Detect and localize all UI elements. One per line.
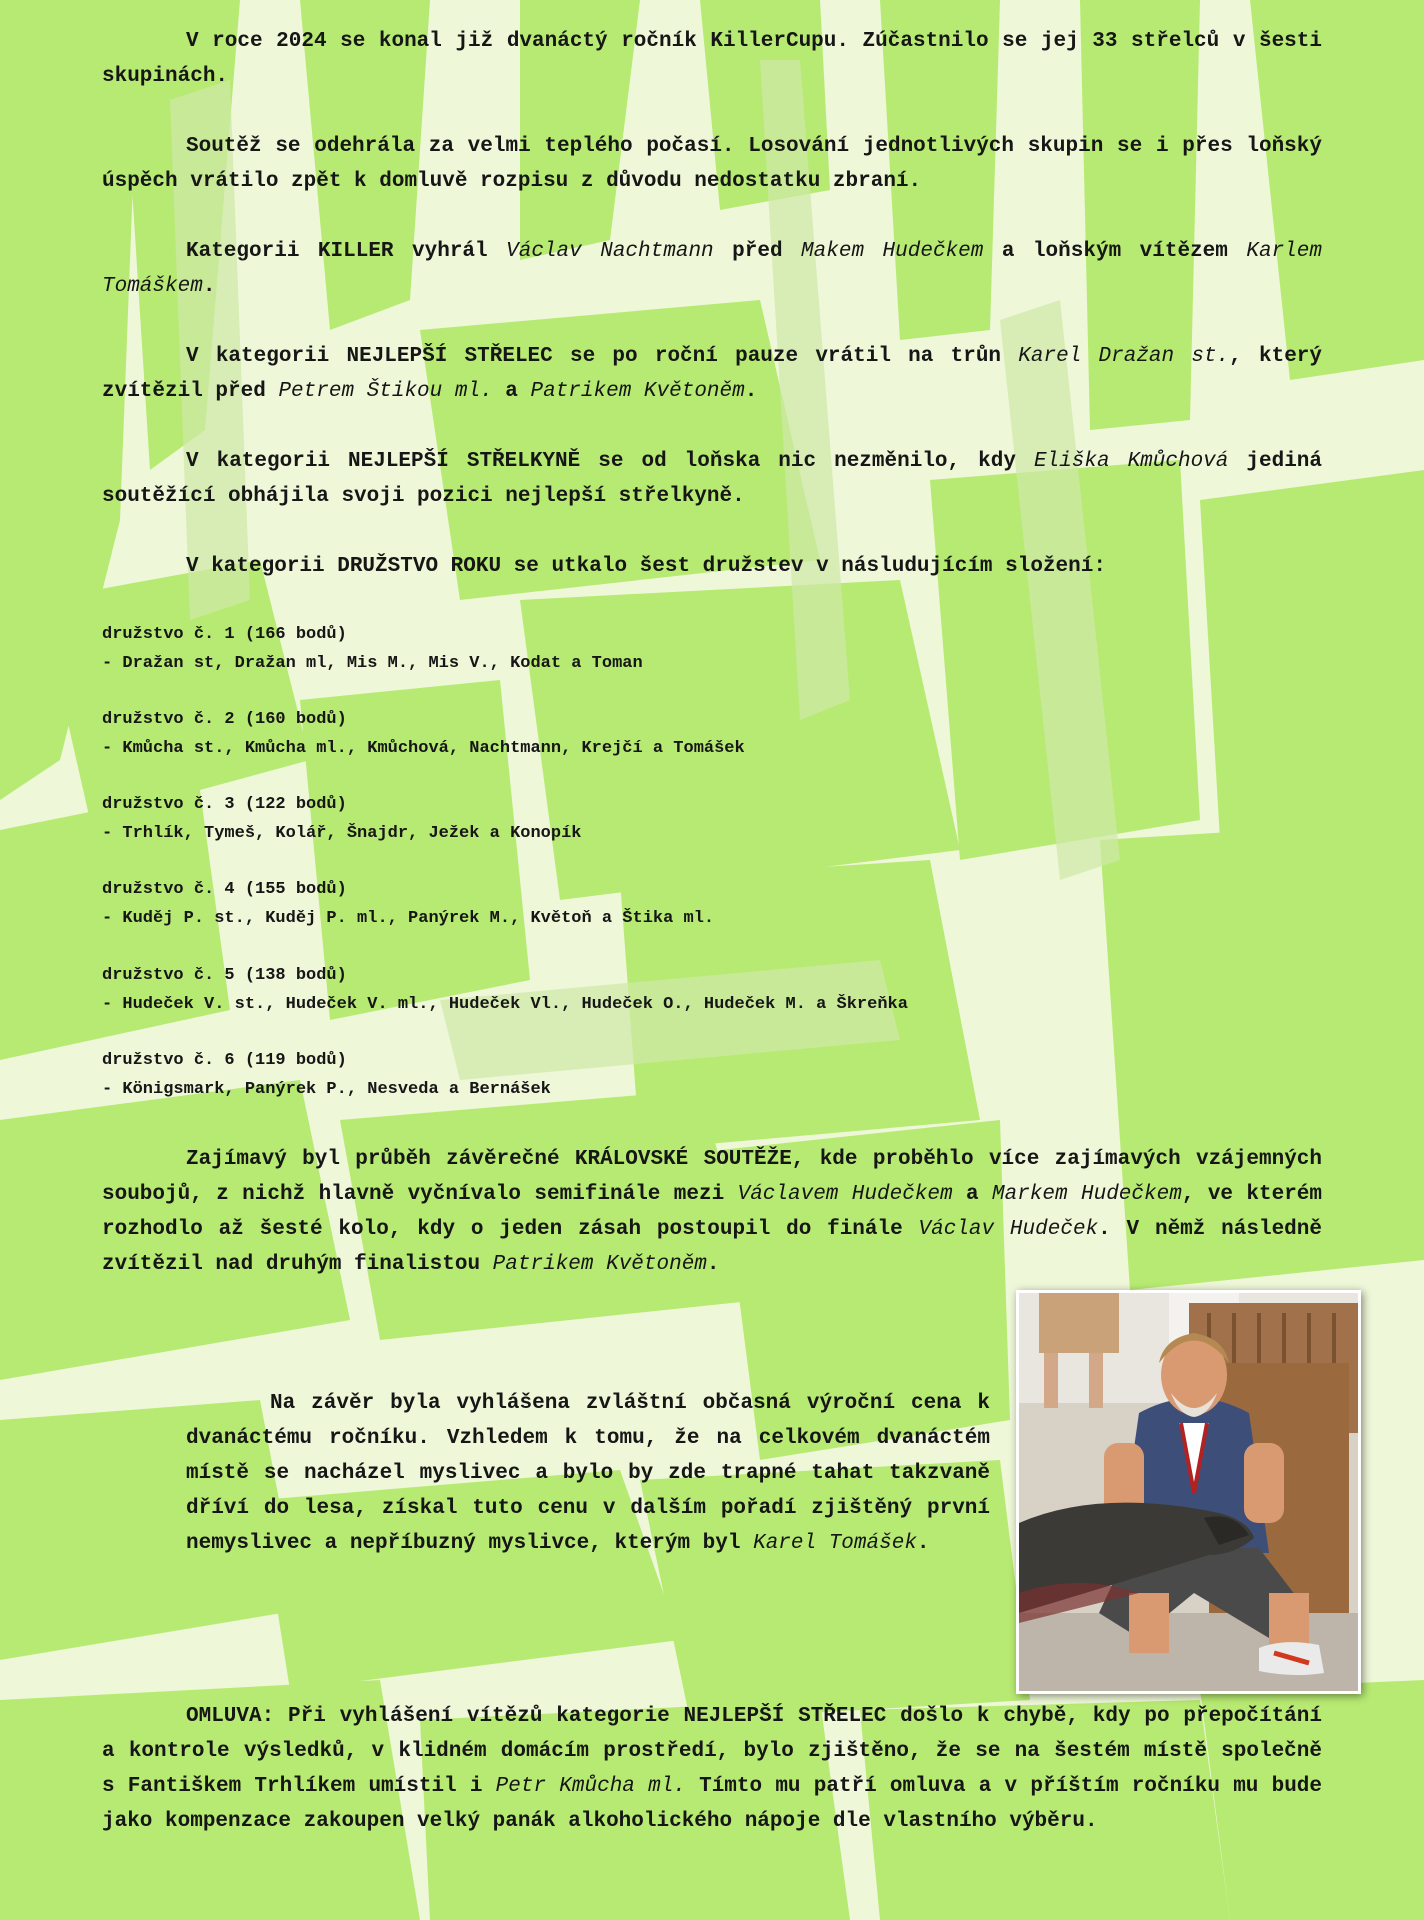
team-category-paragraph: V kategorii DRUŽSTVO ROKU se utkalo šest družstev v násludujícím složení: [186,555,1106,578]
third-name: Patrikem Květoněm [530,380,745,403]
special-award-paragraph: Na závěr byla vyhlášena zvláštní občasná výroční cena k dvanáctému ročníku. Vzhledem k tomu, že na celkovém dvanáctém místě se nacházel myslivec a bylo by zde trapné tahat takzvaně dříví do lesa, získal tuto cenu v dalším pořadí zjištěný první nemyslivec a nepříbuzný myslivce, kterým byl Karel Tomášek. [186,1392,990,1555]
team-title: družstvo č. 3 (122 bodů) [102,795,347,814]
team-title: družstvo č. 5 (138 bodů) [102,966,347,985]
team-title: družstvo č. 2 (160 bodů) [102,710,347,729]
corrected-name: Petr Kmůcha ml. [495,1775,686,1798]
winner-name: Karel Dražan st. [1018,345,1230,368]
team-entry-6 [102,1046,551,1104]
team-members: - Hudeček V. st., Hudeček V. ml., Hudeček Vl., Hudeček O., Hudeček M. a Škreňka [102,995,908,1014]
winner-photo [1016,1290,1361,1694]
team-entry-4 [102,875,714,933]
team-title: družstvo č. 1 (166 bodů) [102,625,347,644]
team-members: - Königsmark, Panýrek P., Nesveda a Bernášek [102,1080,551,1099]
award-winner-name: Karel Tomášek [753,1532,917,1555]
winner-name: Eliška Kmůchová [1033,450,1229,473]
intro-paragraph: V roce 2024 se konal již dvanáctý ročník KillerCupu. Zúčastnilo se jej 33 střelců v šesti skupinách. [102,30,1322,88]
team-title: družstvo č. 4 (155 bodů) [102,880,347,899]
team-members: - Kuděj P. st., Kuděj P. ml., Panýrek M., Květoň a Štika ml. [102,909,715,928]
team-members: - Dražan st, Dražan ml, Mis M., Mis V., Kodat a Toman [102,654,643,673]
third-name: Karlem Tomáškem [102,240,1322,298]
team-members: - Trhlík, Tymeš, Kolář, Šnajdr, Ježek a Konopík [102,824,582,843]
winner-name: Václav Nachtmann [506,240,714,263]
best-female-shooter-paragraph: V kategorii NEJLEPŠÍ STŘELKYNĚ se od loňska nic nezměnilo, kdy Eliška Kmůchová jediná soutěžící obhájila svoji pozici nejlepší střelkyně. [102,450,1323,508]
team-entry-1 [102,620,643,678]
second-name: Petrem Štikou ml. [278,380,493,403]
royal-competition-paragraph: Zajímavý byl průběh závěrečné KRÁLOVSKÉ SOUTĚŽE, kde proběhlo více zajímavých vzájemných soubojů, z nichž hlavně vyčnívalo semifinále mezi Václavem Hudečkem a Markem Hudečkem, ve kterém rozhodlo až šesté kolo, kdy o jeden zásah postoupil do finále Václav Hudeček. V němž následně zvítězil nad druhým finalistou Patrikem Květoněm. [102,1148,1323,1276]
best-shooter-paragraph: V kategorii NEJLEPŠÍ STŘELEC se po roční pauze vrátil na trůn Karel Dražan st., který zvítězil před Petrem Štikou ml. a Patrikem Květoněm. [102,345,1323,403]
team-entry-2 [102,705,745,763]
team-title: družstvo č. 6 (119 bodů) [102,1051,347,1070]
team-members: - Kmůcha st., Kmůcha ml., Kmůchová, Nachtmann, Krejčí a Tomášek [102,739,745,758]
team-entry-3 [102,790,581,848]
finalist-name: Václav Hudeček [918,1218,1099,1241]
weather-paragraph: Soutěž se odehrála za velmi teplého počasí. Losování jednotlivých skupin se i přes loňský úspěch vrátilo zpět k domluvě rozpisu z důvodu nedostatku zbraní. [102,135,1322,193]
apology-paragraph: OMLUVA: Při vyhlášení vítězů kategorie NEJLEPŠÍ STŘELEC došlo k chybě, kdy po přepočítání a kontrole výsledků, v klidném domácím prostředí, bylo zjištěno, že se na šestém místě společně s Fantiškem Trhlíkem umístil i Petr Kmůcha ml. Tímto mu patří omluva a v příštím ročníku mu bude jako kompenzace zakoupen velký panák alkoholického nápoje dle vlastního výběru. [102,1705,1323,1833]
finalist-name: Patrikem Květoněm [492,1253,707,1276]
team-entry-5 [102,961,908,1019]
semifinalist-name: Václavem Hudečkem [737,1183,953,1206]
second-name: Makem Hudečkem [801,240,984,263]
semifinalist-name: Markem Hudečkem [992,1183,1182,1206]
killer-category-paragraph: Kategorii KILLER vyhrál Václav Nachtmann před Makem Hudečkem a loňským vítězem Karlem Tomáškem. [102,240,1322,298]
